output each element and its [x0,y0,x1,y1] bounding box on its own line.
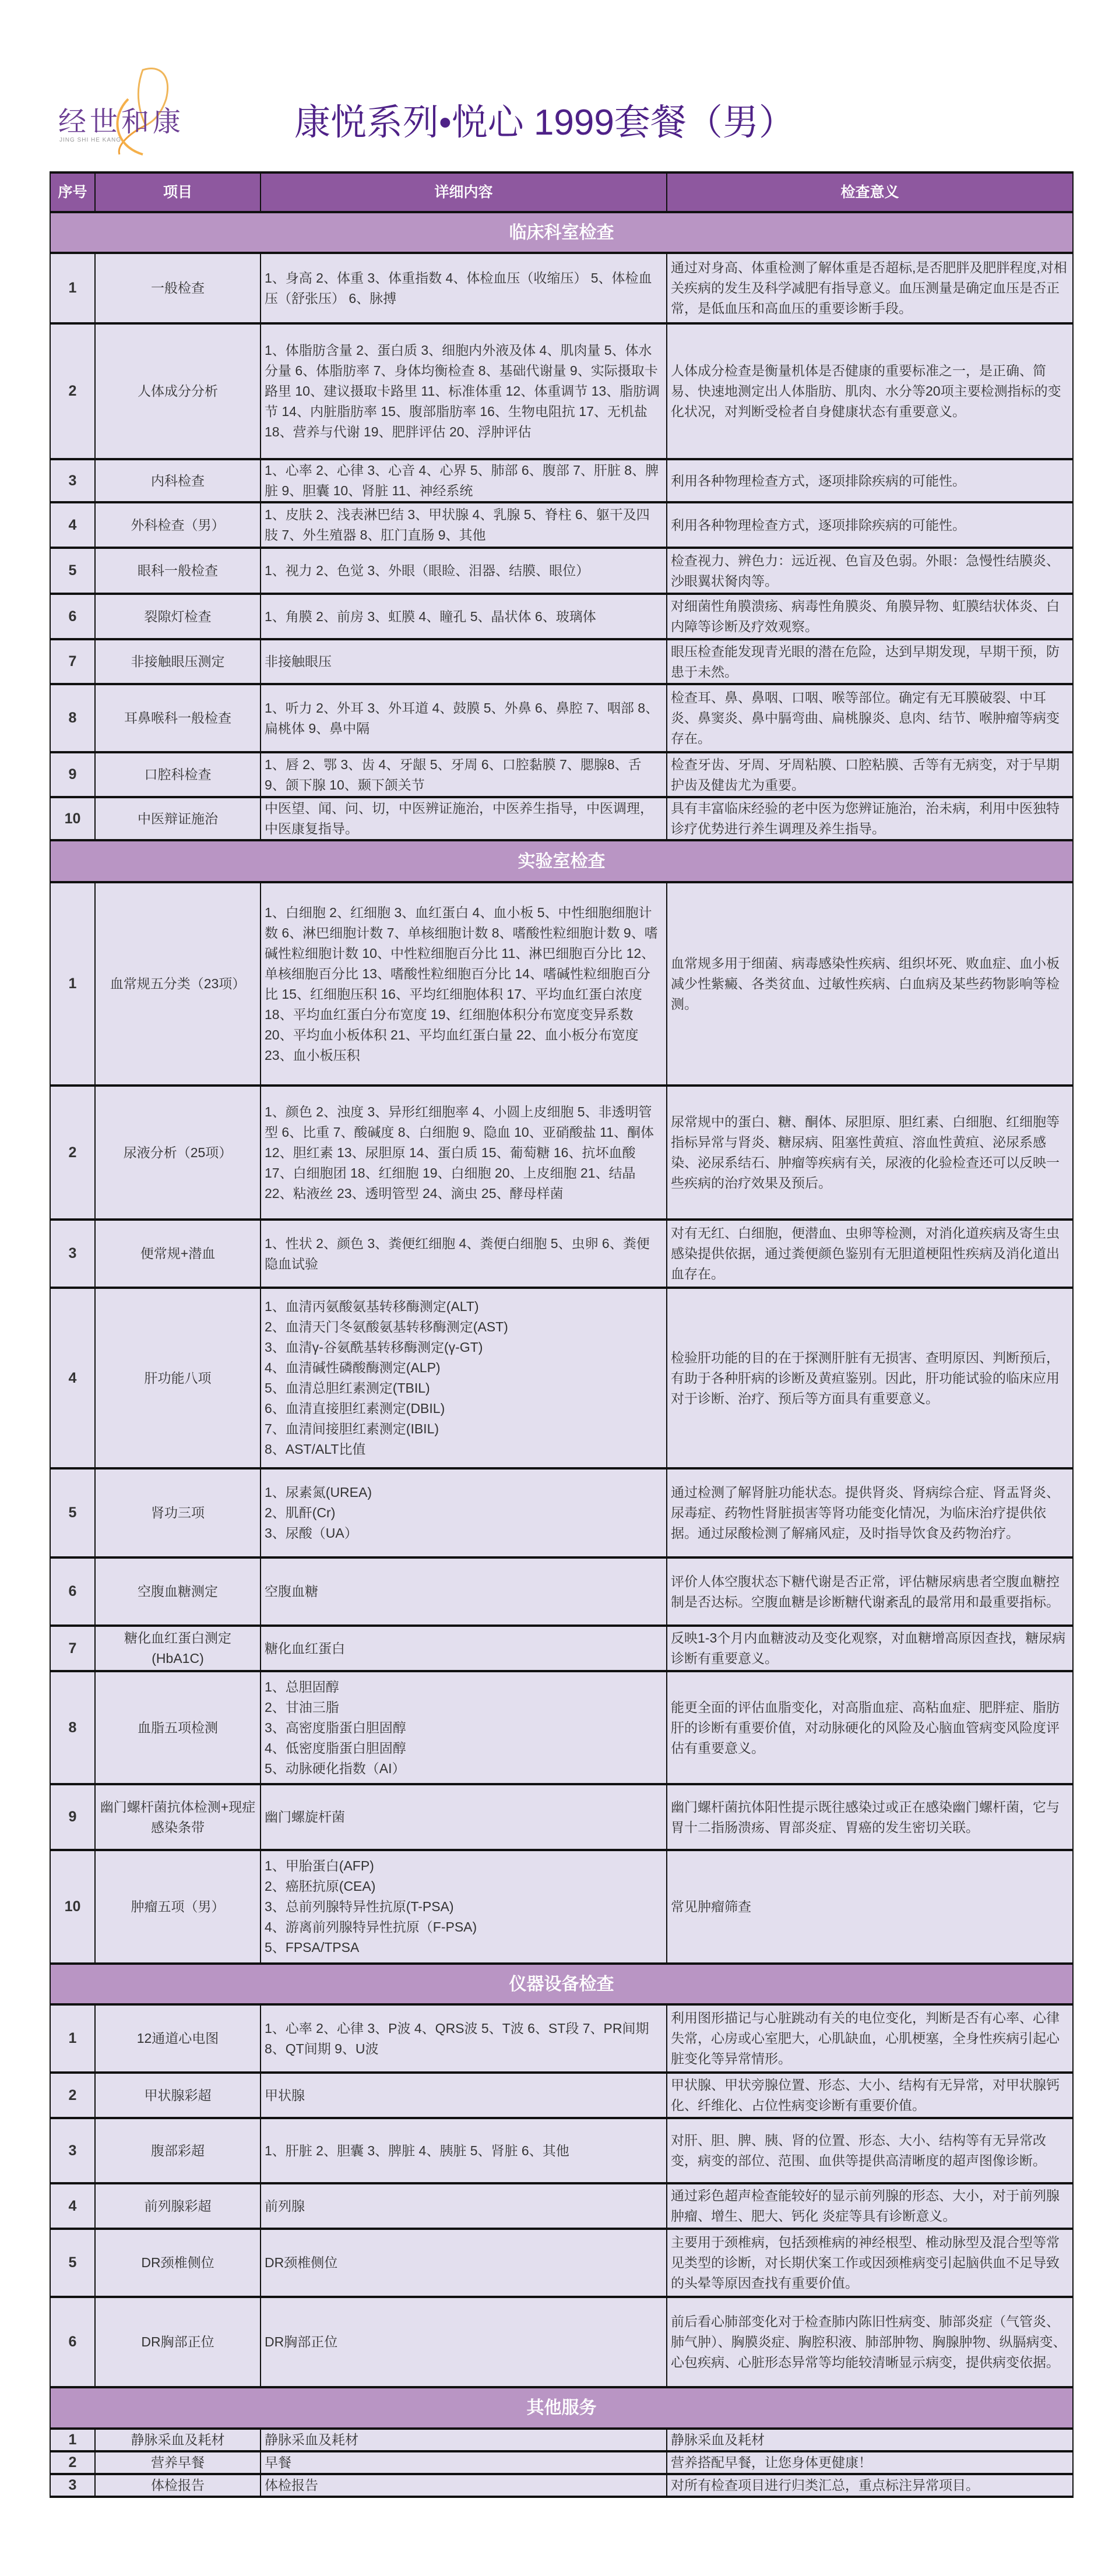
item-name: 眼科一般检查 [95,548,261,594]
table-row [50,2297,1073,2387]
row-number: 3 [50,2474,95,2497]
row-number: 4 [50,1288,95,1468]
section-header-row [50,1964,1073,2004]
item-detail: 1、皮肤 2、浅表淋巴结 3、甲状腺 4、乳腺 5、脊柱 6、躯干及四肢 7、外生殖器 8、肛门直肠 9、其他 [261,502,667,548]
item-name: 外科检查（男） [95,502,261,548]
item-name: 血脂五项检测 [95,1671,261,1784]
item-detail: 1、心率 2、心律 3、P波 4、QRS波 5、T波 6、ST段 7、PR间期 8、QT间期 9、U波 [261,2004,667,2073]
table-row [50,1557,1073,1626]
row-number: 2 [50,2073,95,2118]
item-name: 肾功三项 [95,1468,261,1557]
package-table [50,171,1074,2498]
row-number: 9 [50,1784,95,1850]
row-number: 9 [50,752,95,797]
item-name: 肿瘤五项（男） [95,1850,261,1964]
detail-line: 5、动脉硬化指数（AI） [265,1760,406,1776]
row-number: 2 [50,2451,95,2474]
table-row [50,882,1073,1086]
item-detail: 空腹血糖 [261,1557,667,1626]
item-meaning: 检验肝功能的目的在于探测肝脏有无损害、查明原因、判断预后，有助于各种肝病的诊断及黄疸鉴别。因此，肝功能试验的临床应用对于诊断、治疗、预后等方面具有重要意义。 [667,1288,1073,1468]
item-meaning: 对肝、胆、脾、胰、肾的位置、形态、大小、结构等有无异常改变，病变的部位、范围、血供等提供高清晰度的超声图像诊断。 [667,2118,1073,2183]
row-number: 7 [50,1626,95,1671]
table-row [50,594,1073,639]
item-meaning: 尿常规中的蛋白、糖、酮体、尿胆原、胆红素、白细胞、红细胞等指标异常与肾炎、糖尿病、阻塞性黄疸、溶血性黄疸、泌尿系感染、泌尿系结石、肿瘤等疾病有关，尿液的化验检查还可以反映一些疾病的治疗效果及预后。 [667,1086,1073,1220]
table-row [50,1850,1073,1964]
page-title: 康悦系列•悦心 1999套餐（男） [294,103,795,143]
item-detail: 1、身高 2、体重 3、体重指数 4、体检血压（收缩压） 5、体检血压（舒张压） 6、脉搏 [261,253,667,323]
item-meaning: 对细菌性角膜溃疡、病毒性角膜炎、角膜异物、虹膜结状体炎、白内障等诊断及疗效观察。 [667,594,1073,639]
detail-line: 3、血清γ-谷氨酰基转移酶测定(γ-GT) [265,1340,483,1355]
item-name: 营养早餐 [95,2451,261,2474]
item-meaning: 具有丰富临床经验的老中医为您辨证施治，治未病，利用中医独特诊疗优势进行养生调理及养生指导。 [667,797,1073,840]
row-number: 1 [50,253,95,323]
item-meaning: 眼压检查能发现青光眼的潜在危险，达到早期发现，早期干预，防患于未然。 [667,639,1073,684]
item-name: DR颈椎侧位 [95,2229,261,2297]
column-header-detail: 详细内容 [261,172,667,212]
detail-line: 2、肌酐(Cr) [265,1505,336,1520]
item-detail: 中医望、闻、问、切，中医辨证施治，中医养生指导，中医调理，中医康复指导。 [261,797,667,840]
logo-text: 经世和康 [58,107,185,138]
row-number: 6 [50,2297,95,2387]
row-number: 7 [50,639,95,684]
item-name: 幽门螺杆菌抗体检测+现症感染条带 [95,1784,261,1850]
detail-line: 5、FPSA/TPSA [265,1940,360,1955]
detail-line: 4、游离前列腺特异性抗原（F-PSA) [265,1919,477,1934]
item-name: 空腹血糖测定 [95,1557,261,1626]
item-meaning: 评价人体空腹状态下糖代谢是否正常，评估糖尿病患者空腹血糖控制是否达标。空腹血糖是诊断糖代谢紊乱的最常用和最重要指标。 [667,1557,1073,1626]
item-name: 裂隙灯检查 [95,594,261,639]
column-header-meaning: 检查意义 [667,172,1073,212]
item-detail: 幽门螺旋杆菌 [261,1784,667,1850]
table-row [50,2229,1073,2297]
item-name: 内科检查 [95,459,261,502]
detail-line: 8、AST/ALT比值 [265,1442,366,1457]
item-name: DR胸部正位 [95,2297,261,2387]
table-row [50,323,1073,459]
table-row [50,1468,1073,1557]
row-number: 2 [50,1086,95,1220]
row-number: 5 [50,548,95,594]
table-row [50,1288,1073,1468]
table-row [50,797,1073,840]
item-detail: DR颈椎侧位 [261,2229,667,2297]
row-number: 5 [50,2229,95,2297]
logo-subtext: JING SHI HE KANG [59,137,122,143]
item-meaning: 利用各种物理检查方式，逐项排除疾病的可能性。 [667,502,1073,548]
row-number: 6 [50,1557,95,1626]
detail-line: 1、尿素氮(UREA) [265,1485,372,1500]
detail-line: 1、血清丙氨酸氨基转移酶测定(ALT) [265,1299,479,1314]
brand-logo [41,58,186,157]
table-row [50,253,1073,323]
item-name: 口腔科检查 [95,752,261,797]
item-meaning: 能更全面的评估血脂变化，对高脂血症、高粘血症、肥胖症、脂肪肝的诊断有重要价值，对动脉硬化的风险及心脑血管病变风险度评估有重要意义。 [667,1671,1073,1784]
item-meaning: 检查视力、辨色力：远近视、色盲及色弱。外眼：急慢性结膜炎、沙眼翼状胬肉等。 [667,548,1073,594]
detail-line: 1、甲胎蛋白(AFP) [265,1858,374,1873]
item-meaning: 常见肿瘤筛查 [667,1850,1073,1964]
detail-line: 2、甘油三脂 [265,1699,339,1715]
item-detail: 体检报告 [261,2474,667,2497]
table-row [50,1220,1073,1288]
item-meaning: 主要用于颈椎病，包括颈椎病的神经根型、椎动脉型及混合型等常见类型的诊断，对长期伏案工作或因颈椎病变引起脑供血不足导致的头晕等原因查找有重要价值。 [667,2229,1073,2297]
detail-line: 6、血清直接胆红素测定(DBIL) [265,1401,445,1416]
item-name: 前列腺彩超 [95,2183,261,2229]
item-detail: 1、性状 2、颜色 3、粪便红细胞 4、粪便白细胞 5、虫卵 6、粪便隐血试验 [261,1220,667,1288]
item-meaning: 通过对身高、体重检测了解体重是否超标,是否肥胖及肥胖程度,对相关疾病的发生及科学减肥有指导意义。血压测量是确定血压是否正常，是低血压和高血压的重要诊断手段。 [667,253,1073,323]
section-title: 仪器设备检查 [50,1964,1073,2004]
row-number: 1 [50,2429,95,2451]
table-row [50,684,1073,752]
row-number: 2 [50,323,95,459]
item-detail: 前列腺 [261,2183,667,2229]
item-detail [261,1468,667,1557]
table-row [50,2004,1073,2073]
table-row [50,2429,1073,2451]
table-row [50,1086,1073,1220]
table-row [50,1784,1073,1850]
item-meaning: 通过检测了解肾脏功能状态。提供肾炎、肾病综合症、肾盂肾炎、尿毒症、药物性肾脏损害等肾功能变化情况，为临床治疗提供依据。通过尿酸检测了解痛风症，及时指导饮食及药物治疗。 [667,1468,1073,1557]
item-meaning: 检查耳、鼻、鼻咽、口咽、喉等部位。确定有无耳膜破裂、中耳炎、鼻窦炎、鼻中膈弯曲、扁桃腺炎、息肉、结节、喉肿瘤等病变存在。 [667,684,1073,752]
item-name: 中医辩证施治 [95,797,261,840]
table-row [50,1671,1073,1784]
detail-line: 4、血清碱性磷酸酶测定(ALP) [265,1360,441,1375]
section-header-row [50,840,1073,882]
item-meaning: 利用图形描记与心脏跳动有关的电位变化，判断是否有心率、心律失常，心房或心室肥大，心肌缺血，心肌梗塞，全身性疾病引起心脏变化等异常情形。 [667,2004,1073,2073]
item-meaning: 检查牙齿、牙周、牙周粘膜、口腔粘膜、舌等有无病变，对于早期护齿及健齿尤为重要。 [667,752,1073,797]
item-name: 人体成分分析 [95,323,261,459]
item-meaning: 利用各种物理检查方式，逐项排除疾病的可能性。 [667,459,1073,502]
section-title: 其他服务 [50,2387,1073,2429]
section-title: 实验室检查 [50,840,1073,882]
item-name: 尿液分析（25项） [95,1086,261,1220]
item-name: 体检报告 [95,2474,261,2497]
item-meaning: 静脉采血及耗材 [667,2429,1073,2451]
detail-line: 1、总胆固醇 [265,1679,339,1694]
item-meaning: 对所有检查项目进行归类汇总，重点标注异常项目。 [667,2474,1073,2497]
detail-line: 5、血清总胆红素测定(TBIL) [265,1380,430,1396]
detail-line: 2、血清天门冬氨酸氨基转移酶测定(AST) [265,1319,508,1334]
table-row [50,2183,1073,2229]
row-number: 5 [50,1468,95,1557]
detail-line: 4、低密度脂蛋白胆固醇 [265,1740,406,1756]
row-number: 3 [50,459,95,502]
item-detail: 1、颜色 2、浊度 3、异形红细胞率 4、小圆上皮细胞 5、非透明管型 6、比重 7、酸碱度 8、白细胞 9、隐血 10、亚硝酸盐 11、酮体 12、胆红素 13、尿胆原 14、蛋白质 15、葡萄糖 16、抗坏血酸 17、白细胞团 18、红细胞 19、白细胞 20、上皮细胞 21、结晶 22、粘液丝 23、透明管型 24、滴虫 25、酵母样菌 [261,1086,667,1220]
item-meaning: 甲状腺、甲状旁腺位置、形态、大小、结构有无异常，对甲状腺钙化、纤维化、占位性病变诊断有重要价值。 [667,2073,1073,2118]
item-meaning: 对有无红、白细胞，便潜血、虫卵等检测，对消化道疾病及寄生虫感染提供依据，通过粪便颜色鉴别有无胆道梗阻性疾病及消化道出血存在。 [667,1220,1073,1288]
item-name: 肝功能八项 [95,1288,261,1468]
item-meaning: 前后看心肺部变化对于检查肺内陈旧性病变、肺部炎症（气管炎、肺气肿）、胸膜炎症、胸腔积液、肺部肿物、胸腺肿物、纵膈病变、心包疾病、心脏形态异常等均能较清晰显示病变，提供病变依据。 [667,2297,1073,2387]
item-name: 一般检查 [95,253,261,323]
item-detail: 1、白细胞 2、红细胞 3、血红蛋白 4、血小板 5、中性细胞细胞计数 6、淋巴细胞计数 7、单核细胞计数 8、嗜酸性粒细胞计数 9、嗜碱性粒细胞计数 10、中性粒细胞百分比 11、淋巴细胞百分比 12、单核细胞百分比 13、嗜酸性粒细胞百分比 14、嗜碱性粒细胞百分比 15、红细胞压积 16、平均红细胞体积 17、平均血红蛋白浓度 18、平均血红蛋白分布宽度 19、红细胞体积分布宽度变异系数 20、平均血小板体积 21、平均血红蛋白量 22、血小板分布宽度 23、血小板压积 [261,882,667,1086]
detail-line: 7、血清间接胆红素测定(IBIL) [265,1421,439,1436]
item-detail: 1、体脂肪含量 2、蛋白质 3、细胞内外液及体 4、肌肉量 5、体水分量 6、体脂肪率 7、身体均衡检查 8、基础代谢量 9、实际摄取卡路里 10、建议摄取卡路里 11、标准体重 12、体重调节 13、脂肪调节 14、内脏脂肪率 15、腹部脂肪率 16、生物电阻抗 17、无机盐 18、营养与代谢 19、肥胖评估 20、浮肿评估 [261,323,667,459]
row-number: 1 [50,882,95,1086]
item-name: 糖化血红蛋白测定(HbA1C) [95,1626,261,1671]
table-row [50,1626,1073,1671]
row-number: 8 [50,684,95,752]
item-meaning: 通过彩色超声检查能较好的显示前列腺的形态、大小，对于前列腺肿瘤、增生、肥大、钙化 炎症等具有诊断意义。 [667,2183,1073,2229]
row-number: 8 [50,1671,95,1784]
column-header-no: 序号 [50,172,95,212]
item-detail: 静脉采血及耗材 [261,2429,667,2451]
item-name: 静脉采血及耗材 [95,2429,261,2451]
item-meaning: 血常规多用于细菌、病毒感染性疾病、组织坏死、败血症、血小板减少性紫癜、各类贫血、过敏性疾病、白血病及某些药物影响等检测。 [667,882,1073,1086]
item-detail: 1、唇 2、鄂 3、齿 4、牙龈 5、牙周 6、口腔黏膜 7、腮腺8、舌 9、颌下腺 10、颞下颌关节 [261,752,667,797]
table-header-row [50,172,1073,212]
section-title: 临床科室检查 [50,212,1073,253]
table-row [50,2451,1073,2474]
column-header-item: 项目 [95,172,261,212]
detail-line: 2、癌胚抗原(CEA) [265,1879,376,1894]
table-row [50,502,1073,548]
row-number: 6 [50,594,95,639]
table-row [50,2118,1073,2183]
item-meaning: 人体成分检查是衡量机体是否健康的重要标准之一，是正确、简易、快速地测定出人体脂肪、肌肉、水分等20项主要检测指标的变化状况，对判断受检者自身健康状态有重要意义。 [667,323,1073,459]
section-header-row [50,212,1073,253]
item-name: 耳鼻喉科一般检查 [95,684,261,752]
detail-line: 3、高密度脂蛋白胆固醇 [265,1719,406,1735]
table-row [50,548,1073,594]
row-number: 3 [50,1220,95,1288]
item-detail: 1、视力 2、色觉 3、外眼（眼睑、泪器、结膜、眼位） [261,548,667,594]
table-row [50,459,1073,502]
row-number: 1 [50,2004,95,2073]
item-detail: 非接触眼压 [261,639,667,684]
item-detail: 1、听力 2、外耳 3、外耳道 4、鼓膜 5、外鼻 6、鼻腔 7、咽部 8、扁桃体 9、鼻中隔 [261,684,667,752]
item-name: 腹部彩超 [95,2118,261,2183]
row-number: 10 [50,797,95,840]
table-row [50,752,1073,797]
item-detail: 甲状腺 [261,2073,667,2118]
item-detail: DR胸部正位 [261,2297,667,2387]
item-detail [261,1850,667,1964]
item-name: 便常规+潜血 [95,1220,261,1288]
table-row [50,639,1073,684]
item-meaning: 反映1-3个月内血糖波动及变化观察，对血糖增高原因查找，糖尿病诊断有重要意义。 [667,1626,1073,1671]
item-detail [261,1671,667,1784]
table-row [50,2474,1073,2497]
row-number: 4 [50,2183,95,2229]
row-number: 4 [50,502,95,548]
item-meaning: 营养搭配早餐，让您身体更健康！ [667,2451,1073,2474]
item-name: 甲状腺彩超 [95,2073,261,2118]
item-detail: 1、心率 2、心律 3、心音 4、心界 5、肺部 6、腹部 7、肝脏 8、脾脏 9、胆囊 10、肾脏 11、神经系统 [261,459,667,502]
item-meaning: 幽门螺杆菌抗体阳性提示既往感染过或正在感染幽门螺杆菌，它与胃十二指肠溃疡、胃部炎症、胃癌的发生密切关联。 [667,1784,1073,1850]
detail-line: 3、尿酸（UA） [265,1525,358,1541]
table-row [50,2073,1073,2118]
row-number: 3 [50,2118,95,2183]
item-name: 血常规五分类（23项） [95,882,261,1086]
section-header-row [50,2387,1073,2429]
item-name: 12通道心电图 [95,2004,261,2073]
row-number: 10 [50,1850,95,1964]
item-detail: 糖化血红蛋白 [261,1626,667,1671]
item-detail [261,1288,667,1468]
item-detail: 1、角膜 2、前房 3、虹膜 4、瞳孔 5、晶状体 6、玻璃体 [261,594,667,639]
item-detail: 1、肝脏 2、胆囊 3、脾脏 4、胰脏 5、肾脏 6、其他 [261,2118,667,2183]
item-detail: 早餐 [261,2451,667,2474]
item-name: 非接触眼压测定 [95,639,261,684]
detail-line: 3、总前列腺特异性抗原(T-PSA) [265,1899,454,1914]
